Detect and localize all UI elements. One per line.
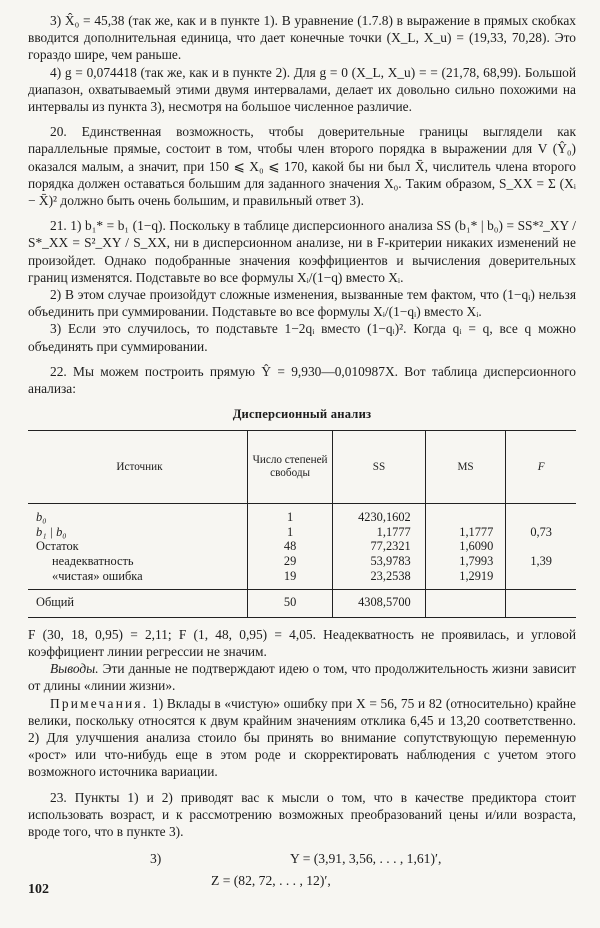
paragraph-answer-22: 22. Мы можем построить прямую Ŷ = 9,930—0,010987X. Вот таблица дисперсионного анализа: — [28, 363, 576, 397]
formula-number: 3) — [150, 851, 162, 867]
row-source: «чистая» ошибка — [52, 568, 143, 583]
table-total-row — [28, 590, 576, 618]
page-content — [28, 12, 576, 892]
table-row — [28, 569, 576, 590]
table-row — [28, 525, 576, 540]
row-ms: 1,7993 — [425, 554, 506, 569]
total-source: Общий — [28, 590, 247, 618]
total-ms — [425, 590, 506, 618]
paragraph-answer-23: 23. Пункты 1) и 2) приводят вас к мысли о том, что в качестве предиктора стоит использовать возраст, и к рассмотрению возможных преобразований цены и/или возраста, вроде того, что в пункте 3). — [28, 789, 576, 840]
row-ss: 53,9783 — [333, 554, 426, 569]
row-source: b₀ — [36, 510, 47, 525]
table-caption: Дисперсионный анализ — [232, 407, 372, 422]
row-df: 1 — [247, 525, 332, 540]
row-f — [506, 504, 576, 525]
header-ms: MS — [425, 431, 506, 504]
header-source: Источник — [28, 431, 247, 504]
row-f — [506, 539, 576, 554]
formula-block — [28, 848, 576, 892]
paragraph-point-4: 4) g = 0,074418 (так же, как и в пункте 2). Для g = 0 (X_L, X_u) = = (21,78, 68,99). Большой диапазон, охватываемый этими двумя интервалами, делает их довольно сильно похожими на интервалы из пункта 3), несмотря на большое численное различие. — [28, 64, 576, 115]
anova-table — [28, 430, 576, 618]
row-source: b₁ | b₀ — [36, 524, 67, 539]
row-ms: 1,6090 — [425, 539, 506, 554]
paragraph-f-values: F (30, 18, 0,95) = 2,11; F (1, 48, 0,95) = 4,05. Неадекватность не проявилась, и угловой коэффициент линии регрессии не значим. — [28, 626, 576, 660]
formula-line-2: Z = (82, 72, . . . , 12)′, — [211, 873, 331, 889]
row-f: 1,39 — [506, 554, 576, 569]
row-ms: 1,1777 — [425, 525, 506, 540]
paragraph-answer-21: 21. 1) b₁* = b₁ (1−q). Поскольку в таблице дисперсионного анализа SS (b₁* | b₀) = SS*²_XY / S*_XX = S²_XY / S_XX, ни в дисперсионном анализе, ни в F-критерии никаких изменений не произойдет. Однако подобранные значения коэффициентов и вычисления доверительных границ изменятся. Подставьте во все формулы Xᵢ/(1−q) вместо Xᵢ. — [28, 218, 576, 285]
row-ss: 23,2538 — [333, 569, 426, 590]
row-ss: 77,2321 — [333, 539, 426, 554]
table-header-row — [28, 431, 576, 504]
page-number: 102 — [28, 882, 49, 897]
table-row — [28, 504, 576, 525]
total-df: 50 — [247, 590, 332, 618]
row-df: 19 — [247, 569, 332, 590]
total-f — [506, 590, 576, 618]
row-ss: 1,1777 — [333, 525, 426, 540]
row-df: 48 — [247, 539, 332, 554]
paragraph-answer-20: 20. Единственная возможность, чтобы доверительные границы выглядели как параллельные прямые, состоит в том, чтобы член второго порядка в выражении для V (Ŷ₀) оказался малым, а значит, при 150 ⩽ X₀ ⩽ 170, какой бы ни был X̄, числитель члена второго порядка должен оставаться большим для заданного значения X₀. Таким образом, S_XX = Σ (Xᵢ − X̄)² должно быть очень большим, и правильный ответ 3). — [28, 124, 576, 209]
header-ss: SS — [333, 431, 426, 504]
row-f: 0,73 — [506, 525, 576, 540]
row-df: 1 — [247, 504, 332, 525]
header-df: Число степеней свободы — [247, 431, 332, 504]
paragraph-answer-21-2: 2) В этом случае произойдут сложные изменения, вызванные тем фактом, что (1−qᵢ) нельзя объединить при суммировании. Подставьте во все формулы Xᵢ/(1−qᵢ) вместо Xᵢ. — [28, 287, 576, 320]
paragraph-conclusions — [28, 660, 576, 694]
row-ss: 4230,1602 — [333, 504, 426, 525]
paragraph-notes — [28, 695, 576, 781]
paragraph-point-3: 3) X̂₀ = 45,38 (так же, как и в пункте 1). В уравнение (1.7.8) в выражение в прямых скобках вводится дополнительная единица, что дает конечные точки (X_L, X_u) = (19,33, 70,28). Это гораздо шире, чем раньше. — [28, 13, 576, 63]
row-source: Остаток — [36, 539, 79, 554]
row-f — [506, 569, 576, 590]
conclusions-label: Выводы. — [50, 661, 99, 677]
row-ms: 1,2919 — [425, 569, 506, 590]
formula-y: Y = (3,91, 3,56, . . . , 1,61)′, — [290, 851, 442, 867]
row-source: неадекватность — [52, 554, 134, 569]
row-ms — [425, 504, 506, 525]
total-ss: 4308,5700 — [333, 590, 426, 618]
notes-text: 1) Вклады в «чистую» ошибку при X = 56, 75 и 82 (относительно) крайне велики, поскольку относятся к двум крайним значениям отклика 6,45 и 13,20 соответственно. 2) Для улучшения анализа стоило бы принять во внимание сопутствующую переменную «рост» или что-нибудь еще в этом роде и скорректировать наблюдения с учетом этого возможного источника вариации. — [28, 695, 576, 780]
table-row — [28, 539, 576, 554]
formula-line-1 — [28, 848, 576, 870]
paragraph-answer-21-3: 3) Если это случилось, то подставьте 1−2qᵢ вместо (1−qᵢ)². Когда qᵢ = q, все q можно объединять при суммировании. — [28, 321, 576, 354]
table-row — [28, 554, 576, 569]
conclusions-text: Эти данные не подтверждают идею о том, что продолжительность жизни зависит от длины «линии жизни». — [28, 661, 576, 694]
row-df: 29 — [247, 554, 332, 569]
header-f: F — [506, 431, 576, 504]
notes-label: Примечания. — [50, 695, 149, 711]
